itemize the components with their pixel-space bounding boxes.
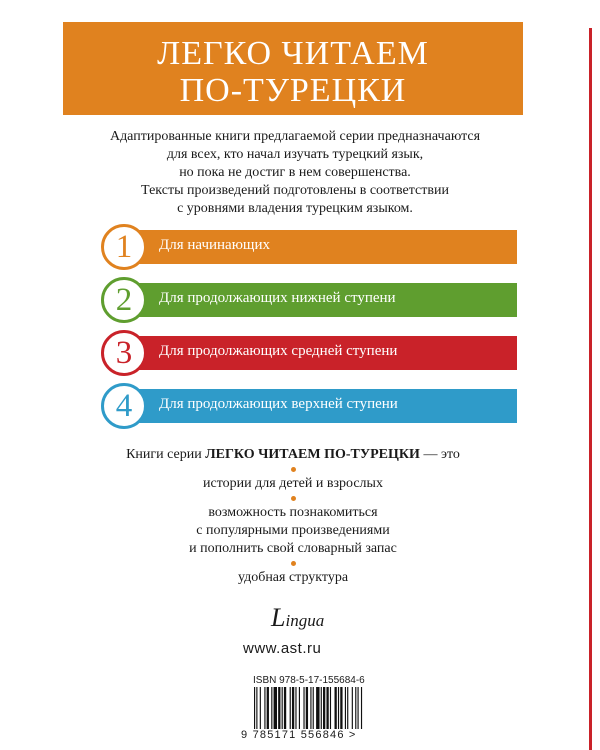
barcode-bar — [282, 687, 283, 729]
level-label: Для продолжающих нижней ступени — [159, 290, 396, 306]
barcode-bar — [335, 687, 337, 729]
barcode-digits: 9 785171 556846 > — [241, 729, 357, 741]
barcode-bar — [274, 687, 277, 729]
publisher-url[interactable]: www.ast.ru — [243, 640, 322, 657]
intro-line: для всех, кто начал изучать турецкий язык, — [166, 147, 424, 162]
feature-item: и пополнить свой словарный запас — [189, 541, 397, 556]
barcode-bar — [264, 687, 265, 729]
series-title-line1: ЛЕГКО ЧИТАЕМ — [157, 35, 429, 72]
barcode-bar — [278, 687, 280, 729]
barcode-bar — [355, 687, 356, 729]
book-cover-back — [63, 0, 536, 750]
barcode-bar — [316, 687, 319, 729]
barcode-bar — [313, 687, 314, 729]
barcode-bar — [321, 687, 322, 729]
intro-line: Тексты произведений подготовлены в соответствии — [141, 183, 449, 198]
level-number-badge: 4 — [101, 383, 147, 429]
bullet-dot — [291, 561, 296, 566]
level-label: Для продолжающих средней ступени — [159, 343, 398, 359]
bullet-dot — [291, 467, 296, 472]
barcode-bar — [347, 687, 348, 729]
features-lead — [63, 446, 523, 464]
level-2 — [101, 279, 517, 319]
features-lead-title: ЛЕГКО ЧИТАЕМ ПО-ТУРЕЦКИ — [205, 447, 420, 462]
level-label: Для начинающих — [159, 237, 270, 253]
barcode-bar — [303, 687, 304, 729]
barcode-bar — [295, 687, 296, 729]
isbn-text: ISBN 978-5-17-155684-6 — [253, 675, 365, 686]
barcode-bar — [345, 687, 346, 729]
series-features — [63, 446, 523, 587]
spine-divider — [589, 28, 592, 750]
barcode-bar — [292, 687, 294, 729]
barcode-bar — [326, 687, 328, 729]
level-3 — [101, 332, 517, 372]
barcode-bar — [330, 687, 331, 729]
logo-rest: ingua — [285, 611, 325, 630]
series-title-line2: ПО-ТУРЕЦКИ — [179, 72, 407, 109]
level-1 — [101, 226, 517, 266]
barcode-bar — [338, 687, 339, 729]
barcode-bar — [352, 687, 353, 729]
features-lead-prefix: Книги серии — [126, 447, 206, 462]
barcode-bar — [290, 687, 291, 729]
features-lead-suffix: — это — [419, 447, 460, 462]
logo-initial: L — [271, 603, 286, 632]
feature-item: истории для детей и взрослых — [203, 476, 383, 491]
level-label: Для продолжающих верхней ступени — [159, 396, 398, 412]
barcode-bar — [299, 687, 300, 729]
intro-line: но пока не достиг в нем совершенства. — [179, 165, 411, 180]
barcode-bar — [267, 687, 269, 729]
barcode-bar — [284, 687, 286, 729]
barcode-bar — [306, 687, 308, 729]
barcode-bar — [358, 687, 359, 729]
series-title-banner — [63, 22, 523, 115]
barcode — [252, 687, 412, 729]
intro-line: Адаптированные книги предлагаемой серии предназначаются — [109, 129, 481, 144]
barcode-bar — [260, 687, 261, 729]
barcode-bar — [310, 687, 311, 729]
barcode-bar — [271, 687, 272, 729]
level-4 — [101, 385, 517, 425]
barcode-bar — [361, 687, 362, 729]
barcode-bar — [254, 687, 255, 729]
barcode-bar — [340, 687, 342, 729]
level-number-badge: 3 — [101, 330, 147, 376]
feature-item: возможность познакомиться — [208, 505, 378, 520]
publisher-logo — [271, 603, 324, 633]
intro-line: с уровнями владения турецким языком. — [177, 201, 413, 216]
level-number-badge: 2 — [101, 277, 147, 323]
bullet-dot — [291, 496, 296, 501]
barcode-bar — [323, 687, 325, 729]
feature-item: с популярными произведениями — [196, 523, 390, 538]
intro-text — [75, 128, 515, 218]
level-number-badge: 1 — [101, 224, 147, 270]
feature-item: удобная структура — [237, 570, 349, 585]
barcode-bar — [256, 687, 257, 729]
